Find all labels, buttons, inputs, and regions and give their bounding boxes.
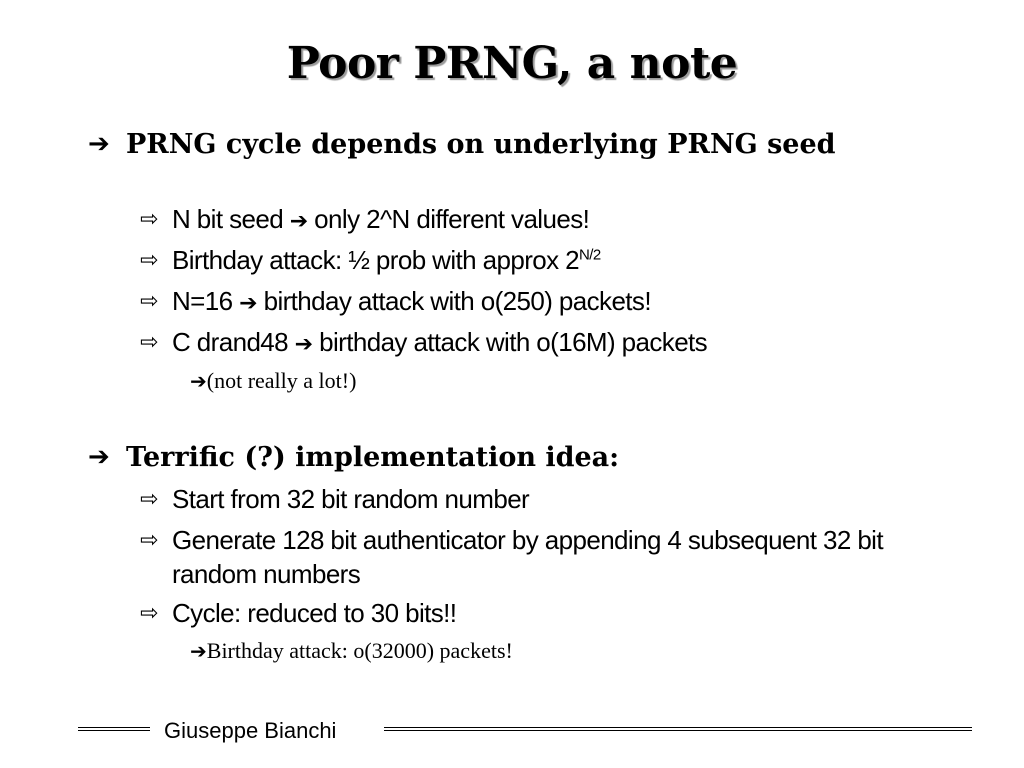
- sub-bullet-1-after: only 2^N different values!: [314, 204, 590, 234]
- sub-bullet-3-before: N=16: [172, 286, 233, 316]
- right-arrow-icon: ➔: [190, 369, 207, 393]
- hollow-arrow-icon: ⇨: [140, 487, 159, 512]
- sub-bullet-4-after: birthday attack with o(16M) packets: [319, 327, 708, 357]
- hollow-arrow-icon: ⇨: [140, 528, 159, 553]
- note-1: [190, 367, 790, 395]
- hollow-arrow-icon: ⇨: [140, 289, 159, 314]
- bullet-heading-1: PRNG cycle depends on underlying PRNG seed: [126, 129, 836, 160]
- note-2: [190, 637, 790, 665]
- sub-bullet-6-text: Generate 128 bit authenticator by appending 4 subsequent 32 bit random numbers: [172, 525, 883, 589]
- right-arrow-icon: ➔: [239, 291, 257, 316]
- solid-arrow-icon: ➔: [88, 129, 110, 159]
- hollow-arrow-icon: ⇨: [140, 248, 159, 273]
- right-arrow-icon: ➔: [289, 209, 308, 234]
- note-2-text: Birthday attack: o(32000) packets!: [206, 638, 513, 663]
- sub-bullet-2-superscript: N/2: [579, 246, 601, 264]
- bullet-heading-2: Terrific (?) implementation idea:: [126, 442, 620, 473]
- sub-bullet-4-before: C drand48: [172, 327, 289, 357]
- footer-rule-left: [78, 727, 150, 731]
- sub-bullet-3-after: birthday attack with o(250) packets!: [263, 286, 651, 316]
- solid-arrow-icon: ➔: [88, 442, 110, 472]
- slide-title: Poor PRNG, a note: [286, 38, 738, 89]
- footer-author: Giuseppe Bianchi: [164, 718, 337, 743]
- hollow-arrow-icon: ⇨: [140, 330, 159, 355]
- sub-bullet-1-before: N bit seed: [172, 204, 284, 234]
- sub-bullet-2-text: Birthday attack: ½ prob with approx 2: [172, 245, 580, 275]
- right-arrow-icon: ➔: [190, 639, 207, 663]
- hollow-arrow-icon: ⇨: [140, 207, 159, 232]
- sub-bullet-7-text: Cycle: reduced to 30 bits!!: [172, 598, 457, 628]
- footer-rule-right: [384, 727, 972, 731]
- hollow-arrow-icon: ⇨: [140, 601, 159, 626]
- right-arrow-icon: ➔: [294, 332, 313, 357]
- note-1-text: (not really a lot!): [206, 368, 357, 393]
- sub-bullet-5-text: Start from 32 bit random number: [172, 484, 530, 514]
